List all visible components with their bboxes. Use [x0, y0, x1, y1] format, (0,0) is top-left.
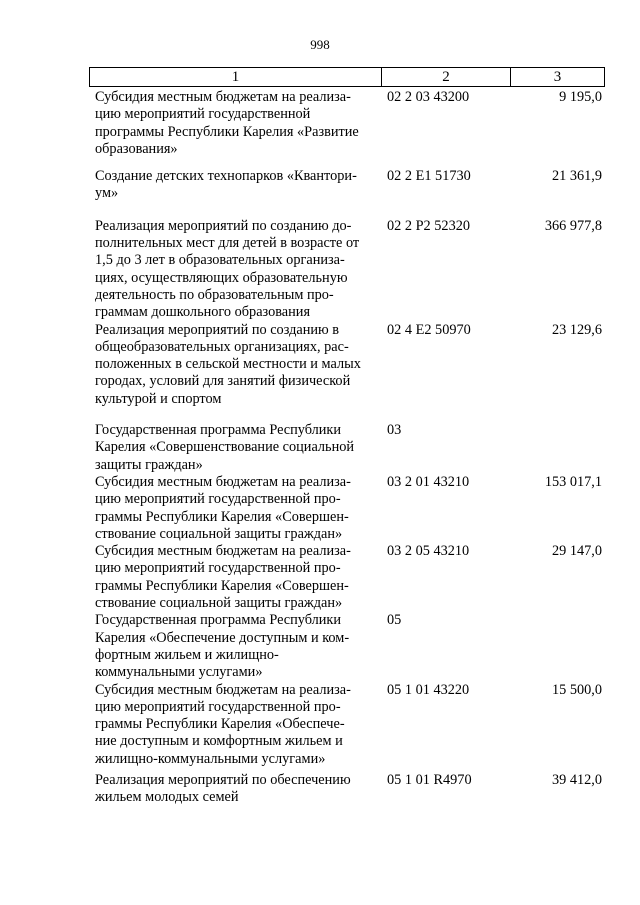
header-col-1: 1 [89, 67, 382, 87]
row-code: 02 2 E1 51730 [387, 168, 471, 185]
row-description [95, 543, 377, 612]
description-line: положенных в сельской местности и малых [95, 356, 361, 373]
row-amount: 9 195,0 [559, 89, 602, 105]
table-body [95, 89, 605, 807]
description-line: Карелия «Обеспечение доступным и ком- [95, 629, 350, 646]
description-line: Субсидия местным бюджетам на реализа- [95, 473, 351, 490]
row-amount: 366 977,8 [544, 217, 602, 234]
description-line: Создание детских технопарков «Квантори- [95, 168, 357, 185]
row-code: 03 2 05 43210 [387, 543, 470, 560]
row-amount: 21 361,9 [551, 168, 602, 185]
table-row [95, 772, 605, 807]
row-description [95, 168, 377, 203]
description-line: образования» [95, 140, 178, 157]
table-row [95, 168, 605, 203]
table-row [95, 218, 605, 322]
description-line: фортным жильем и жилищно- [95, 646, 279, 663]
description-line: Государственная программа Республики [95, 422, 342, 439]
description-line: цию мероприятий государственной про- [95, 560, 341, 577]
description-line: Субсидия местным бюджетам на реализа- [95, 681, 351, 698]
row-code: 02 2 P2 52320 [387, 217, 471, 234]
header-col-3: 3 [511, 67, 605, 87]
description-line: Карелия «Совершенствование социальной [95, 439, 355, 456]
description-line: цию мероприятий государственной про- [95, 698, 341, 715]
description-line: Реализация мероприятий по обеспечению [95, 771, 351, 788]
row-amount: 153 017,1 [544, 473, 602, 490]
description-line: граммы Республики Карелия «Обеспече- [95, 716, 345, 733]
description-line: Реализация мероприятий по созданию в [95, 321, 340, 338]
table-row [95, 89, 605, 158]
header-col-2: 2 [382, 67, 511, 87]
description-line: жильем молодых семей [95, 789, 239, 806]
table-row [95, 322, 605, 408]
description-line: граммы Республики Карелия «Совершен- [95, 577, 349, 594]
table-row [95, 612, 605, 681]
row-code: 02 4 E2 50970 [387, 321, 471, 338]
row-code: 05 [387, 612, 402, 629]
row-description [95, 89, 377, 158]
description-line: полнительных мест для детей в возрасте от [95, 235, 360, 252]
description-line: программы Республики Карелия «Развитие [95, 123, 359, 140]
row-code: 02 2 03 43200 [387, 89, 470, 105]
row-description [95, 422, 377, 474]
description-line: жилищно-коммунальными услугами» [95, 750, 326, 767]
description-line: 1,5 до 3 лет в образовательных организа- [95, 252, 345, 269]
description-line: Реализация мероприятий по созданию до- [95, 217, 352, 234]
description-line: культурой и спортом [95, 390, 222, 407]
description-line: ствование социальной защиты граждан» [95, 595, 343, 612]
description-line: ние доступным и комфортным жильем и [95, 733, 343, 750]
description-line: защиты граждан» [95, 456, 203, 473]
description-line: Государственная программа Республики [95, 612, 342, 629]
description-line: общеобразовательных организациях, рас- [95, 338, 349, 355]
row-code: 05 1 01 R4970 [387, 771, 472, 788]
table-row [95, 422, 605, 474]
description-line: городах, условий для занятий физической [95, 373, 351, 390]
row-amount: 39 412,0 [551, 771, 602, 788]
row-code: 05 1 01 43220 [387, 681, 470, 698]
row-description [95, 322, 377, 408]
description-line: граммы Республики Карелия «Совершен- [95, 508, 349, 525]
row-amount: 23 129,6 [551, 321, 602, 338]
description-line: цию мероприятий государственной про- [95, 491, 341, 508]
description-line: граммам дошкольного образования [95, 304, 311, 321]
row-amount: 29 147,0 [551, 543, 602, 560]
description-line: ум» [95, 185, 119, 202]
row-description [95, 682, 377, 768]
row-amount: 15 500,0 [551, 681, 602, 698]
description-line: ствование социальной защиты граждан» [95, 525, 343, 542]
description-line: цию мероприятий государственной [95, 106, 311, 123]
table-row [95, 543, 605, 612]
row-code: 03 2 01 43210 [387, 473, 470, 490]
row-description [95, 772, 377, 807]
row-description [95, 474, 377, 543]
description-line: Субсидия местным бюджетам на реализа- [95, 543, 351, 560]
row-description [95, 218, 377, 322]
row-description [95, 612, 377, 681]
description-line: циях, осуществляющих образовательную [95, 269, 348, 286]
description-line: Субсидия местным бюджетам на реализа- [95, 89, 351, 105]
row-code: 03 [387, 422, 402, 439]
table-row [95, 682, 605, 768]
table-row [95, 474, 605, 543]
description-line: коммунальными услугами» [95, 664, 263, 681]
table-header [89, 67, 605, 87]
page-number: 998 [310, 37, 330, 52]
description-line: деятельность по образовательным про- [95, 286, 334, 303]
